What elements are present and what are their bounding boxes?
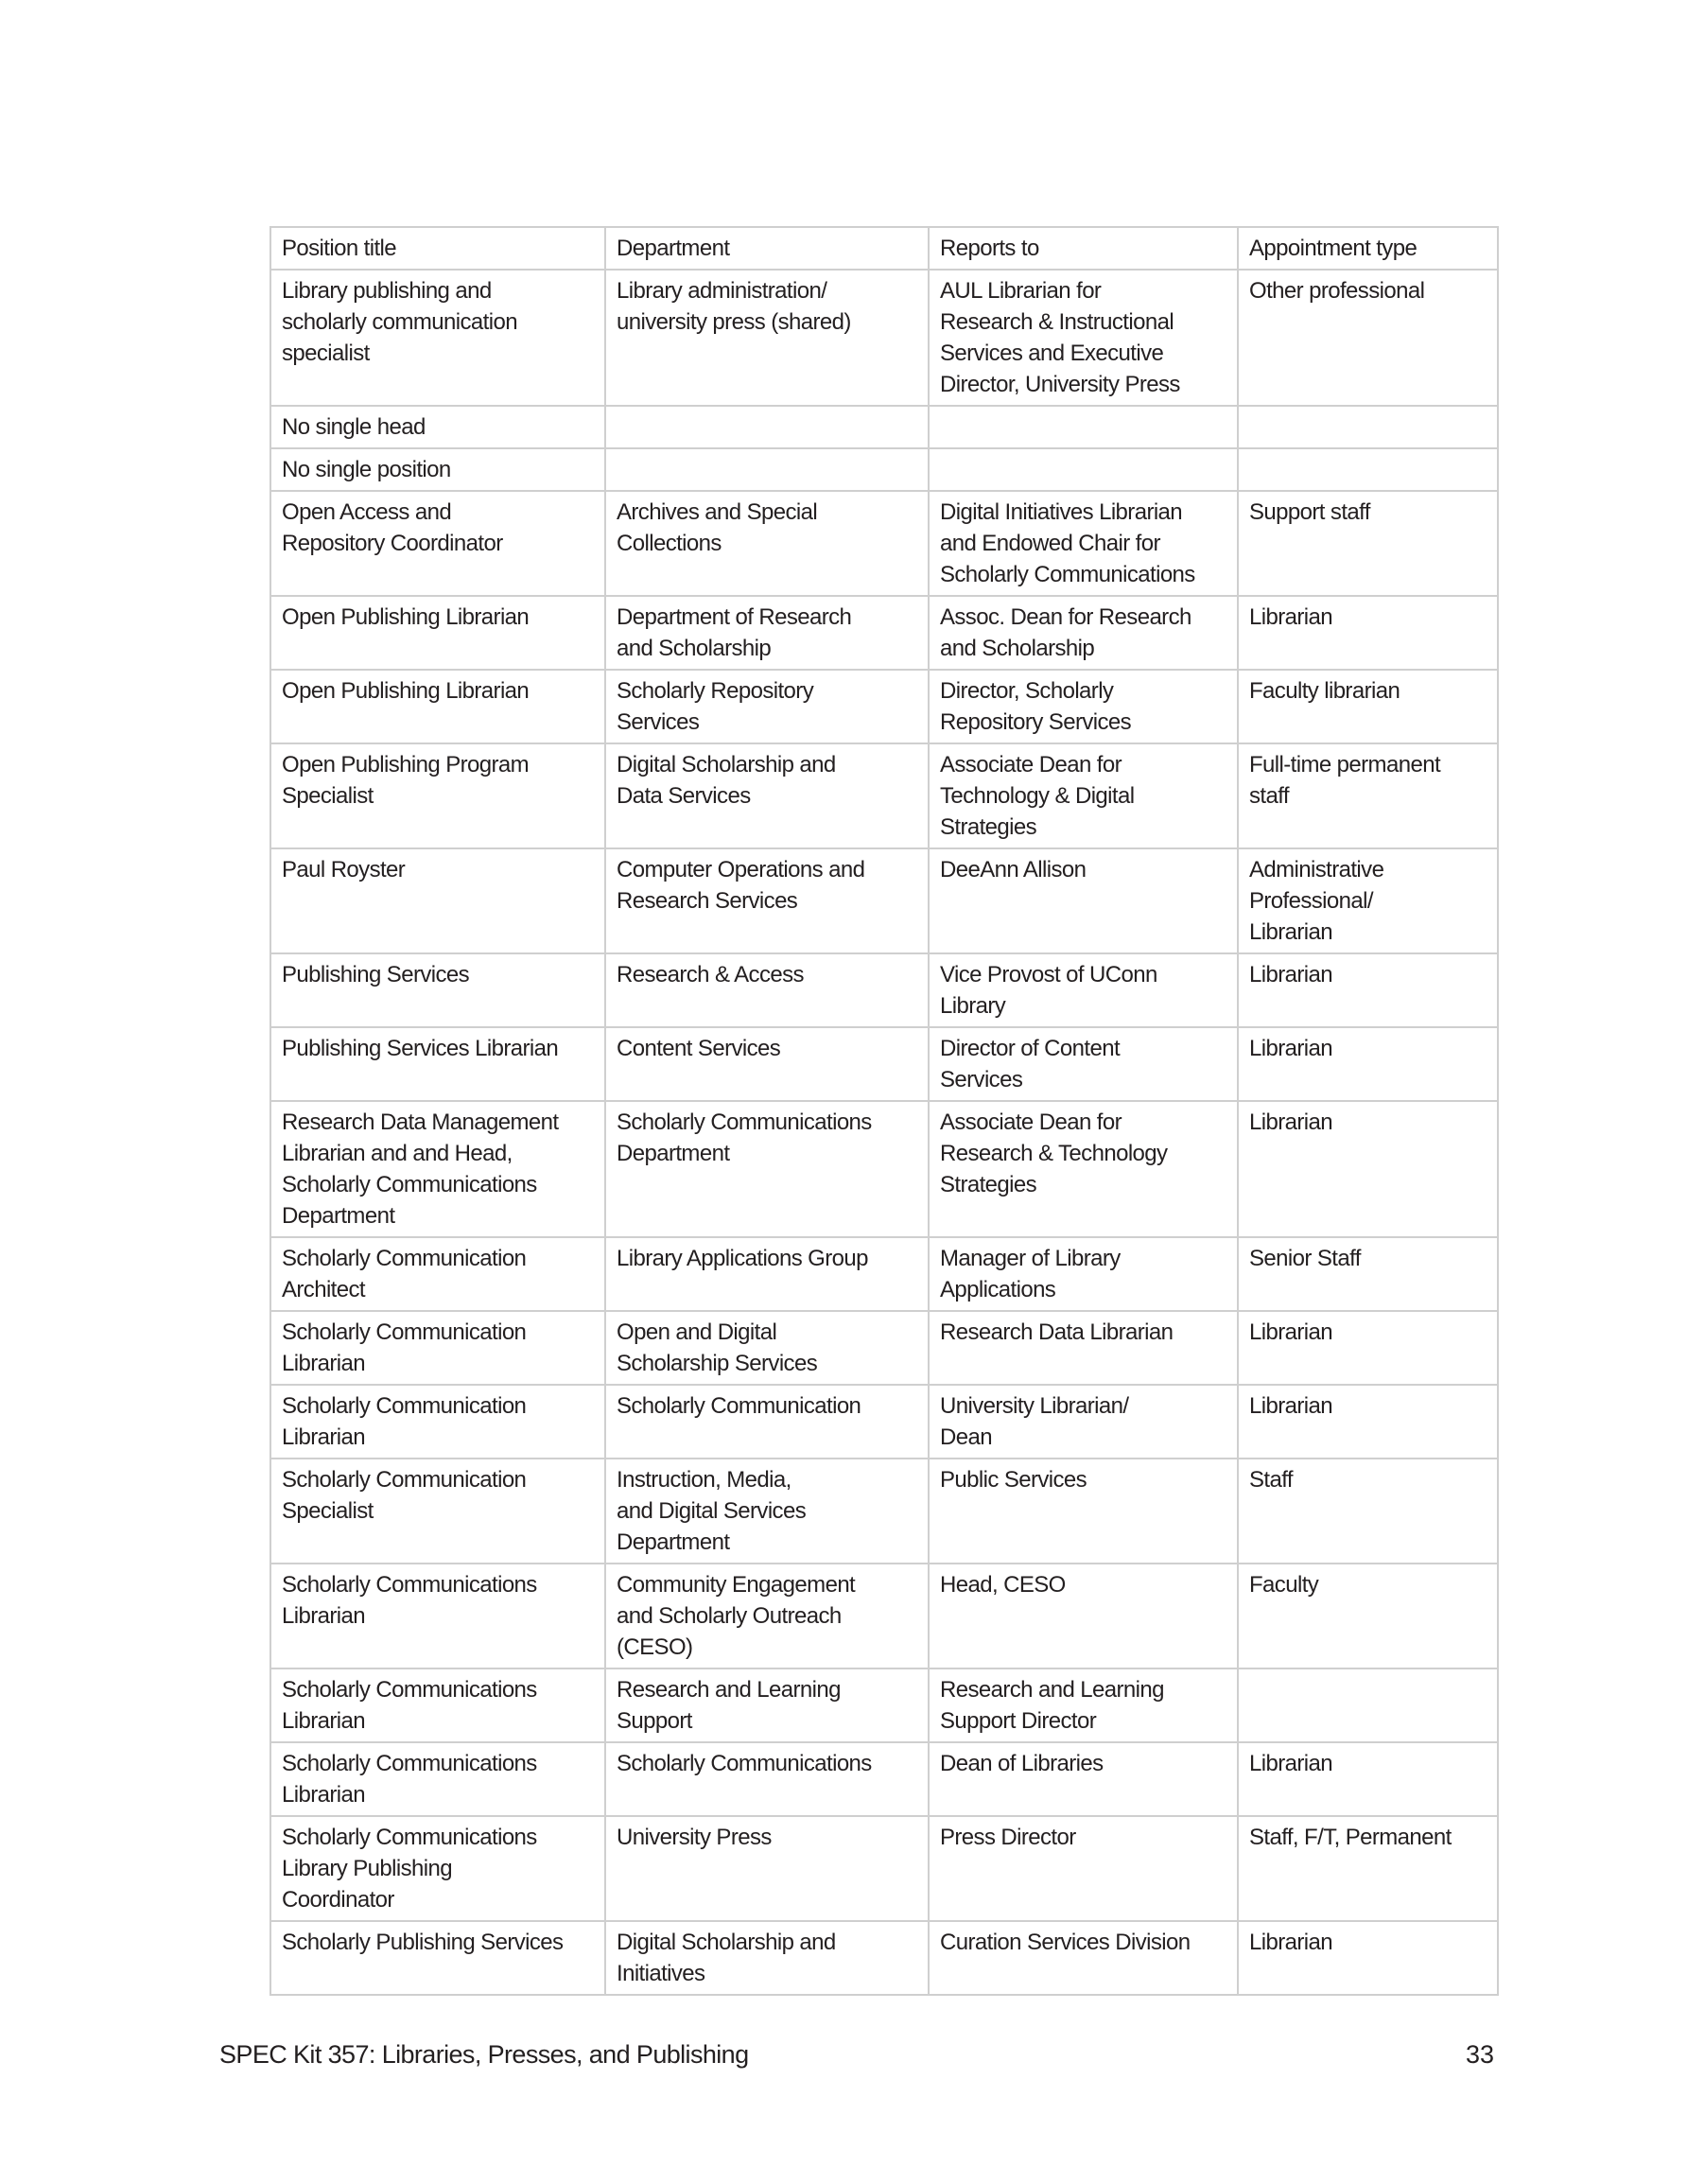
- cell-text-line: Scholarly Communications: [282, 1572, 537, 1598]
- cell-appointment-type: [1238, 743, 1498, 848]
- cell-appointment-type: [1238, 1101, 1498, 1237]
- cell-text-line: specialist: [282, 341, 370, 366]
- cell-appointment-type: [1238, 953, 1498, 1027]
- cell-text-line: Scholarly Communications: [282, 1677, 537, 1703]
- cell-text-line: University Librarian/: [940, 1393, 1129, 1419]
- cell-position-title: [270, 1742, 605, 1816]
- cell-text-line: Vice Provost of UConn: [940, 962, 1157, 987]
- cell-text-line: Services: [617, 709, 700, 735]
- cell-department: [605, 270, 929, 406]
- cell-text-line: Scholarly Communication: [282, 1467, 527, 1493]
- cell-text-line: Strategies: [940, 814, 1037, 840]
- cell-department: [605, 1459, 929, 1564]
- table-row: [270, 848, 1498, 953]
- cell-text-line: Paul Royster: [282, 857, 406, 882]
- cell-reports-to: [929, 1027, 1238, 1101]
- column-header-position-title: Position title: [270, 227, 605, 270]
- table-row: [270, 1385, 1498, 1459]
- cell-text-line: University Press: [617, 1825, 772, 1850]
- cell-position-title: [270, 1564, 605, 1669]
- cell-department: [605, 1237, 929, 1311]
- table-row: [270, 596, 1498, 670]
- cell-text-line: Content Services: [617, 1036, 781, 1061]
- cell-department: [605, 848, 929, 953]
- cell-appointment-type: [1238, 1921, 1498, 1995]
- cell-position-title: [270, 1459, 605, 1564]
- table-row: [270, 491, 1498, 596]
- cell-text-line: Scholarly Communication: [282, 1319, 527, 1345]
- cell-department: [605, 1101, 929, 1237]
- cell-reports-to: [929, 491, 1238, 596]
- cell-text-line: Librarian: [1249, 1319, 1332, 1345]
- table-row: [270, 1816, 1498, 1921]
- cell-text-line: Librarian: [282, 1782, 365, 1808]
- positions-table: [270, 226, 1499, 1996]
- cell-text-line: Initiatives: [617, 1961, 705, 1986]
- cell-reports-to: [929, 743, 1238, 848]
- table-row: [270, 1564, 1498, 1669]
- cell-appointment-type: [1238, 1237, 1498, 1311]
- cell-text-line: Scholarly Communications: [617, 1109, 872, 1135]
- cell-text-line: university press (shared): [617, 309, 851, 335]
- cell-text-line: Scholarly Communication: [617, 1393, 861, 1419]
- cell-position-title: [270, 1237, 605, 1311]
- table-header-row: [270, 227, 1498, 270]
- table-row: [270, 1027, 1498, 1101]
- cell-text-line: Department: [617, 1141, 730, 1166]
- cell-text-line: Librarian: [1249, 1393, 1332, 1419]
- table-row: [270, 743, 1498, 848]
- cell-text-line: DeeAnn Allison: [940, 857, 1087, 882]
- cell-reports-to: [929, 1311, 1238, 1385]
- cell-text-line: [940, 411, 1229, 443]
- cell-department: [605, 1027, 929, 1101]
- cell-text-line: Head, CESO: [940, 1572, 1066, 1598]
- cell-position-title: [270, 1669, 605, 1742]
- cell-text-line: Research and Learning: [940, 1677, 1164, 1703]
- table-row: [270, 670, 1498, 743]
- cell-text-line: and Scholarly Outreach: [617, 1603, 842, 1629]
- table-row: [270, 1669, 1498, 1742]
- cell-text-line: Research & Access: [617, 962, 804, 987]
- cell-appointment-type: [1238, 270, 1498, 406]
- cell-text-line: Faculty: [1249, 1572, 1319, 1598]
- cell-text-line: Support staff: [1249, 499, 1370, 525]
- cell-appointment-type: [1238, 1669, 1498, 1742]
- column-header-department: Department: [605, 227, 929, 270]
- cell-text-line: Librarian: [1249, 1751, 1332, 1776]
- cell-appointment-type: [1238, 406, 1498, 448]
- cell-text-line: (CESO): [617, 1634, 693, 1660]
- cell-text-line: and Scholarship: [940, 636, 1095, 661]
- table-row: [270, 448, 1498, 491]
- cell-text-line: Research & Instructional: [940, 309, 1174, 335]
- cell-reports-to: [929, 1237, 1238, 1311]
- table-row: [270, 1459, 1498, 1564]
- cell-text-line: and Scholarship: [617, 636, 772, 661]
- cell-reports-to: [929, 1921, 1238, 1995]
- cell-text-line: Support: [617, 1708, 692, 1734]
- cell-text-line: and Endowed Chair for: [940, 531, 1160, 556]
- cell-text-line: Coordinator: [282, 1887, 394, 1913]
- cell-text-line: Library Publishing: [282, 1856, 452, 1881]
- cell-text-line: Open and Digital: [617, 1319, 777, 1345]
- table-row: [270, 406, 1498, 448]
- table-row: [270, 1101, 1498, 1237]
- cell-text-line: Research Data Management: [282, 1109, 559, 1135]
- cell-department: [605, 448, 929, 491]
- cell-reports-to: [929, 848, 1238, 953]
- cell-text-line: No single head: [282, 414, 426, 440]
- cell-department: [605, 596, 929, 670]
- cell-text-line: Librarian: [282, 1351, 365, 1376]
- cell-text-line: Repository Services: [940, 709, 1132, 735]
- cell-reports-to: [929, 1101, 1238, 1237]
- cell-appointment-type: [1238, 1027, 1498, 1101]
- cell-department: [605, 1385, 929, 1459]
- cell-text-line: Open Publishing Program: [282, 752, 530, 778]
- cell-text-line: No single position: [282, 457, 451, 482]
- cell-position-title: [270, 1921, 605, 1995]
- cell-text-line: Director of Content: [940, 1036, 1121, 1061]
- cell-text-line: Research Services: [617, 888, 798, 914]
- cell-text-line: Digital Scholarship and: [617, 752, 836, 778]
- cell-text-line: Faculty librarian: [1249, 678, 1400, 704]
- cell-text-line: and Digital Services: [617, 1498, 807, 1524]
- cell-reports-to: [929, 1385, 1238, 1459]
- cell-text-line: Librarian: [1249, 1930, 1332, 1955]
- cell-text-line: Specialist: [282, 783, 374, 809]
- cell-appointment-type: [1238, 848, 1498, 953]
- cell-text-line: Scholarly Communications: [282, 1172, 537, 1197]
- cell-text-line: Scholarly Communications: [282, 1751, 537, 1776]
- cell-reports-to: [929, 1669, 1238, 1742]
- cell-text-line: [1249, 1674, 1489, 1705]
- cell-text-line: Director, Scholarly: [940, 678, 1114, 704]
- cell-text-line: Librarian: [1249, 1036, 1332, 1061]
- cell-text-line: Research and Learning: [617, 1677, 841, 1703]
- cell-text-line: Architect: [282, 1277, 365, 1302]
- cell-department: [605, 406, 929, 448]
- cell-text-line: Research Data Librarian: [940, 1319, 1174, 1345]
- cell-text-line: [617, 411, 920, 443]
- cell-position-title: [270, 1816, 605, 1921]
- cell-text-line: Press Director: [940, 1825, 1076, 1850]
- cell-appointment-type: [1238, 1311, 1498, 1385]
- cell-appointment-type: [1238, 1816, 1498, 1921]
- cell-text-line: [1249, 411, 1489, 443]
- cell-department: [605, 1921, 929, 1995]
- cell-text-line: Community Engagement: [617, 1572, 856, 1598]
- cell-text-line: Technology & Digital: [940, 783, 1135, 809]
- cell-appointment-type: [1238, 670, 1498, 743]
- cell-text-line: Archives and Special: [617, 499, 818, 525]
- cell-position-title: [270, 1311, 605, 1385]
- table-row: [270, 1742, 1498, 1816]
- cell-text-line: Senior Staff: [1249, 1246, 1361, 1271]
- cell-department: [605, 491, 929, 596]
- cell-department: [605, 1742, 929, 1816]
- cell-text-line: Staff: [1249, 1467, 1293, 1493]
- cell-text-line: Full-time permanent: [1249, 752, 1441, 778]
- table-row: [270, 270, 1498, 406]
- cell-text-line: Digital Initiatives Librarian: [940, 499, 1183, 525]
- cell-text-line: Open Publishing Librarian: [282, 678, 530, 704]
- cell-position-title: [270, 848, 605, 953]
- column-header-reports-to: Reports to: [929, 227, 1238, 270]
- cell-text-line: Curation Services Division: [940, 1930, 1191, 1955]
- table-row: [270, 1237, 1498, 1311]
- cell-text-line: Open Publishing Librarian: [282, 604, 530, 630]
- cell-text-line: Dean of Libraries: [940, 1751, 1104, 1776]
- cell-text-line: [617, 454, 920, 485]
- cell-appointment-type: [1238, 1385, 1498, 1459]
- cell-text-line: Librarian: [282, 1708, 365, 1734]
- cell-appointment-type: [1238, 1459, 1498, 1564]
- cell-text-line: Department: [282, 1203, 395, 1229]
- cell-text-line: Scholarly Communications: [940, 562, 1195, 587]
- cell-text-line: Support Director: [940, 1708, 1097, 1734]
- cell-text-line: Services: [940, 1067, 1023, 1092]
- cell-reports-to: [929, 406, 1238, 448]
- cell-reports-to: [929, 1742, 1238, 1816]
- cell-appointment-type: [1238, 1742, 1498, 1816]
- cell-text-line: Scholarly Communication: [282, 1246, 527, 1271]
- cell-text-line: Associate Dean for: [940, 752, 1122, 778]
- cell-reports-to: [929, 270, 1238, 406]
- cell-department: [605, 1669, 929, 1742]
- cell-text-line: Scholarly Communications: [282, 1825, 537, 1850]
- cell-text-line: Digital Scholarship and: [617, 1930, 836, 1955]
- cell-text-line: Library publishing and: [282, 278, 492, 304]
- cell-appointment-type: [1238, 448, 1498, 491]
- cell-reports-to: [929, 596, 1238, 670]
- cell-department: [605, 953, 929, 1027]
- cell-department: [605, 670, 929, 743]
- cell-text-line: Scholarly Communications: [617, 1751, 872, 1776]
- cell-text-line: Strategies: [940, 1172, 1037, 1197]
- cell-reports-to: [929, 953, 1238, 1027]
- cell-text-line: Scholarly Repository: [617, 678, 814, 704]
- cell-text-line: Manager of Library: [940, 1246, 1121, 1271]
- cell-appointment-type: [1238, 1564, 1498, 1669]
- footer-title: SPEC Kit 357: Libraries, Presses, and Publishing: [219, 2040, 749, 2069]
- cell-reports-to: [929, 1459, 1238, 1564]
- cell-text-line: Administrative: [1249, 857, 1384, 882]
- cell-text-line: staff: [1249, 783, 1289, 809]
- cell-text-line: Library administration/: [617, 278, 827, 304]
- cell-text-line: Repository Coordinator: [282, 531, 503, 556]
- cell-text-line: Librarian: [282, 1424, 365, 1450]
- table-row: [270, 953, 1498, 1027]
- cell-text-line: Library: [940, 993, 1006, 1019]
- cell-department: [605, 743, 929, 848]
- cell-text-line: Librarian: [1249, 962, 1332, 987]
- cell-reports-to: [929, 448, 1238, 491]
- cell-reports-to: [929, 670, 1238, 743]
- cell-text-line: Collections: [617, 531, 722, 556]
- cell-text-line: Librarian: [1249, 604, 1332, 630]
- cell-appointment-type: [1238, 491, 1498, 596]
- cell-text-line: scholarly communication: [282, 309, 517, 335]
- cell-text-line: Publishing Services: [282, 962, 470, 987]
- column-header-appointment-type: Appointment type: [1238, 227, 1498, 270]
- cell-text-line: Instruction, Media,: [617, 1467, 791, 1493]
- cell-text-line: Department of Research: [617, 604, 852, 630]
- cell-department: [605, 1816, 929, 1921]
- cell-reports-to: [929, 1564, 1238, 1669]
- cell-text-line: Other professional: [1249, 278, 1425, 304]
- cell-text-line: Librarian: [282, 1603, 365, 1629]
- table-row: [270, 1921, 1498, 1995]
- cell-reports-to: [929, 1816, 1238, 1921]
- cell-text-line: Scholarship Services: [617, 1351, 818, 1376]
- cell-text-line: [1249, 454, 1489, 485]
- cell-text-line: Associate Dean for: [940, 1109, 1122, 1135]
- cell-position-title: [270, 406, 605, 448]
- cell-position-title: [270, 1027, 605, 1101]
- cell-text-line: Applications: [940, 1277, 1056, 1302]
- cell-text-line: Open Access and: [282, 499, 452, 525]
- cell-position-title: [270, 1385, 605, 1459]
- cell-text-line: Scholarly Communication: [282, 1393, 527, 1419]
- cell-text-line: Public Services: [940, 1467, 1087, 1493]
- table-body: [270, 270, 1498, 1995]
- cell-position-title: [270, 270, 605, 406]
- cell-position-title: [270, 448, 605, 491]
- cell-text-line: Librarian: [1249, 919, 1332, 945]
- cell-department: [605, 1311, 929, 1385]
- cell-text-line: Librarian: [1249, 1109, 1332, 1135]
- cell-text-line: AUL Librarian for: [940, 278, 1102, 304]
- cell-text-line: Director, University Press: [940, 372, 1180, 397]
- cell-text-line: Dean: [940, 1424, 992, 1450]
- cell-text-line: Specialist: [282, 1498, 374, 1524]
- cell-text-line: Scholarly Publishing Services: [282, 1930, 564, 1955]
- cell-text-line: [940, 454, 1229, 485]
- cell-position-title: [270, 1101, 605, 1237]
- cell-text-line: Services and Executive: [940, 341, 1164, 366]
- cell-position-title: [270, 953, 605, 1027]
- cell-text-line: Data Services: [617, 783, 751, 809]
- cell-text-line: Assoc. Dean for Research: [940, 604, 1191, 630]
- cell-appointment-type: [1238, 596, 1498, 670]
- cell-position-title: [270, 596, 605, 670]
- cell-text-line: Librarian and and Head,: [282, 1141, 513, 1166]
- page-number: 33: [1465, 2040, 1494, 2069]
- cell-text-line: Professional/: [1249, 888, 1373, 914]
- cell-department: [605, 1564, 929, 1669]
- cell-text-line: Library Applications Group: [617, 1246, 868, 1271]
- cell-text-line: Department: [617, 1529, 730, 1555]
- cell-text-line: Computer Operations and: [617, 857, 865, 882]
- table-row: [270, 1311, 1498, 1385]
- cell-text-line: Publishing Services Librarian: [282, 1036, 559, 1061]
- cell-position-title: [270, 491, 605, 596]
- cell-text-line: Research & Technology: [940, 1141, 1168, 1166]
- cell-position-title: [270, 743, 605, 848]
- cell-text-line: Staff, F/T, Permanent: [1249, 1825, 1452, 1850]
- cell-position-title: [270, 670, 605, 743]
